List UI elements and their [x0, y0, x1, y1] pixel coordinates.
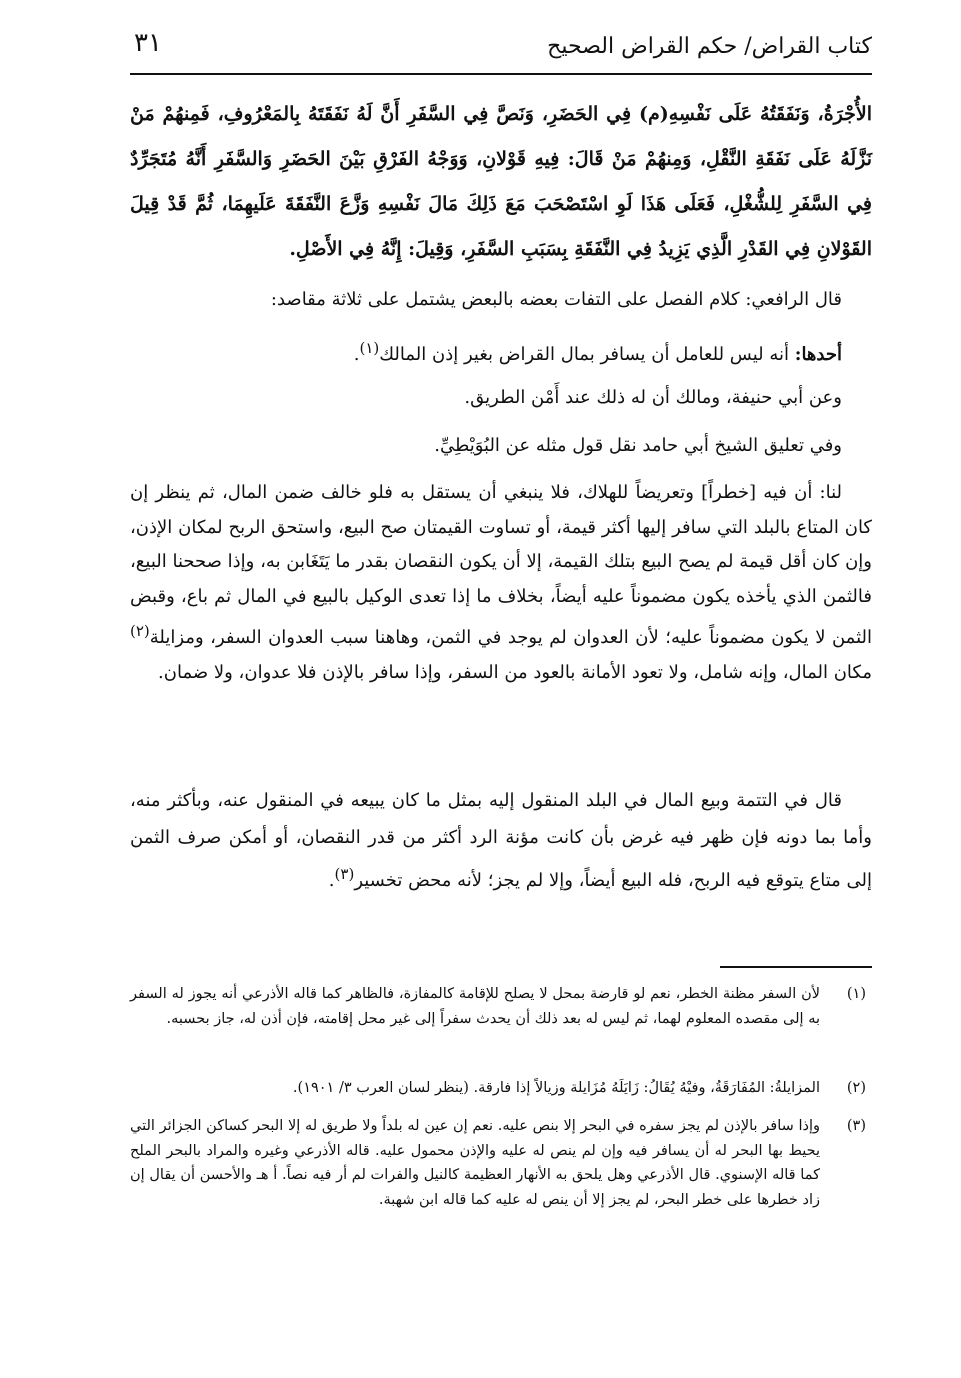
- footnote-number: (٣): [846, 1118, 866, 1134]
- paragraph-end: .: [353, 344, 360, 365]
- header-rule: [130, 73, 872, 75]
- paragraph-first-aim: [130, 330, 872, 373]
- paragraph-text: لنا: أن فيه [خطراً] وتعريضاً للهلاك، فلا ينبغي أن يستقل به فلو خالف ضمن المال، ثم ينظر إن كان المتاع بالبلد التي سافر إليها أكثر قيمة، أو تساوت القيمتان صح البيع، واستحق الربح لمكان الإذن، وإن كان أقل قيمة لم يصح البيع بتلك القيمة، إلا أن يكون النقصان بقدر ما يَتَغَابن به، وإذا صححنا البيع، فالثمن الذي يأخذه يكون مضموناً عليه أيضاً، بخلاف ما إذا تعدى الوكيل بالبيع في المال ثم باع، وقبض الثمن لا يكون مضموناً عليه؛ لأن العدوان لم يوجد في الثمن، وهاهنا سبب العدوان السفر، ومزايلة: [130, 482, 872, 648]
- paragraph-end: .: [328, 870, 335, 891]
- matn-text: الأُجْرَةُ، وَنَفَقَتُهُ عَلَى نَفْسِهِ(م) فِي الحَضَرِ، وَنَصَّ فِي السَّفَرِ أَنَّ لَهُ نَفَقَتَهُ بِالمَعْرُوفِ، فَمِنهُمْ مَنْ نَزَّلَهُ عَلَى نَفَقَةِ النَّقْلِ، وَمِنهُمْ مَنْ قَالَ: فِيهِ قَوْلانِ، وَوَجْهُ الفَرْقِ بَيْنَ الحَضَرِ وَالسَّفَرِ أَنَّهُ مُتَجَرِّدٌ فِي السَّفَرِ لِلشُّغْلِ، فَعَلَى هَذَا لَوِ اسْتَصْحَبَ مَعَ ذَلِكَ مَالَ نَفْسِهِ وَزَّعَ النَّفَقَةَ عَلَيهِمَا، ثُمَّ قَدْ قِيلَ القَوْلانِ فِي القَدْرِ الَّذِي يَزِيدُ فِي النَّفَقَةِ بِسَبَبِ السَّفَرِ، وَقِيلَ: إِنَّهُ فِي الأَصْلِ.: [130, 103, 872, 260]
- paragraph-abu-hanifa: [130, 380, 872, 416]
- paragraph-text-continued: مكان المال، وإنه شامل، ولا تعود الأمانة بالعود من السفر، وإذا سافر بالإذن فلا عدوان، ولا ضمان.: [158, 661, 872, 683]
- paragraph-abu-hamid: [130, 428, 872, 464]
- paragraph-text: قال في التتمة وبيع المال في البلد المنقول إليه بمثل ما كان يبيعه في المنقول عنه، وبأكثر منه، وأما بما دونه فإن ظهر فيه غرض بأن كانت مؤنة الرد أكثر من قدر النقصان، أو أمكن صرف الثمن إلى متاع يتوقع فيه الربح، فله البيع أيضاً، وإلا لم يجز؛ لأنه محض تخسير: [130, 790, 872, 891]
- footnote-2: [130, 1076, 872, 1101]
- footnote-text: وإذا سافر بالإذن لم يجز سفره في البحر إلا بنص عليه. نعم إن عين له بلداً ولا طريق له إلا البحر كساكن الجزائر التي يحيط بها البحر له أن يسافر فيه وإن لم ينص له عليه والإذن محمول عليه. قاله الأذرعي وغيره والمراد بالبحر الملح كما قاله الإسنوي. قال الأذرعي وهل يلحق به الأنهار العظيمة كالنيل والفرات لم أر فيه نصاً. أ هـ والأحسن أن يقال إن زاد خطرها على خطر البحر، لم يجز إلا أن ينص له عليه كما قاله ابن شهبة.: [130, 1118, 820, 1208]
- paragraph-text: قال الرافعي: كلام الفصل على التفات بعضه بالبعض يشتمل على ثلاثة مقاصد:: [270, 289, 842, 310]
- paragraph-argument: [130, 476, 872, 690]
- footnote-ref-3[interactable]: (٣): [334, 865, 355, 883]
- footnote-text: المزايلةُ: المُفَارَقَةُ، وفيْهُ يُقَالُ: زَايَلَهُ مُزَايلة وزيالاً إذا فارقة. (ينظر لسان العرب ٣/ ١٩٠١).: [292, 1080, 820, 1096]
- footnote-number: (١): [846, 986, 866, 1002]
- paragraph-text: وفي تعليق الشيخ أبي حامد نقل قول مثله عن البُوَيْطِيِّ.: [434, 435, 842, 456]
- footnote-text: لأن السفر مظنة الخطر، نعم لو قارضة بمحل لا يصلح للإقامة كالمفازة، فالظاهر كما قاله الأذرعي أنه يجوز له السفر به إلى مقصده المعلوم لهما، ثم ليس له بعد ذلك أن يحدث سفراً إلى غير محل إقامته، فإن أذن له، جاز بحسبه.: [130, 986, 820, 1027]
- paragraph-text: وعن أبي حنيفة، ومالك أن له ذلك عند أَمْن الطريق.: [464, 387, 842, 408]
- page-number: ٣١: [134, 28, 162, 58]
- paragraph-rafii: [130, 282, 872, 318]
- page-header: [130, 28, 872, 70]
- footnote-ref-1[interactable]: (١): [359, 339, 380, 357]
- paragraph-tatimma: [130, 782, 872, 899]
- footnote-3: [130, 1114, 872, 1212]
- running-title: كتاب القراض/ حكم القراض الصحيح: [547, 34, 872, 59]
- footnote-separator: [720, 966, 872, 968]
- footnote-1: [130, 982, 872, 1031]
- paragraph-lead: أحدها:: [794, 344, 842, 365]
- footnote-number: (٢): [846, 1080, 866, 1096]
- paragraph-text: أنه ليس للعامل أن يسافر بمال القراض بغير إذن المالك: [379, 344, 790, 365]
- footnote-ref-2[interactable]: (٢): [130, 622, 150, 640]
